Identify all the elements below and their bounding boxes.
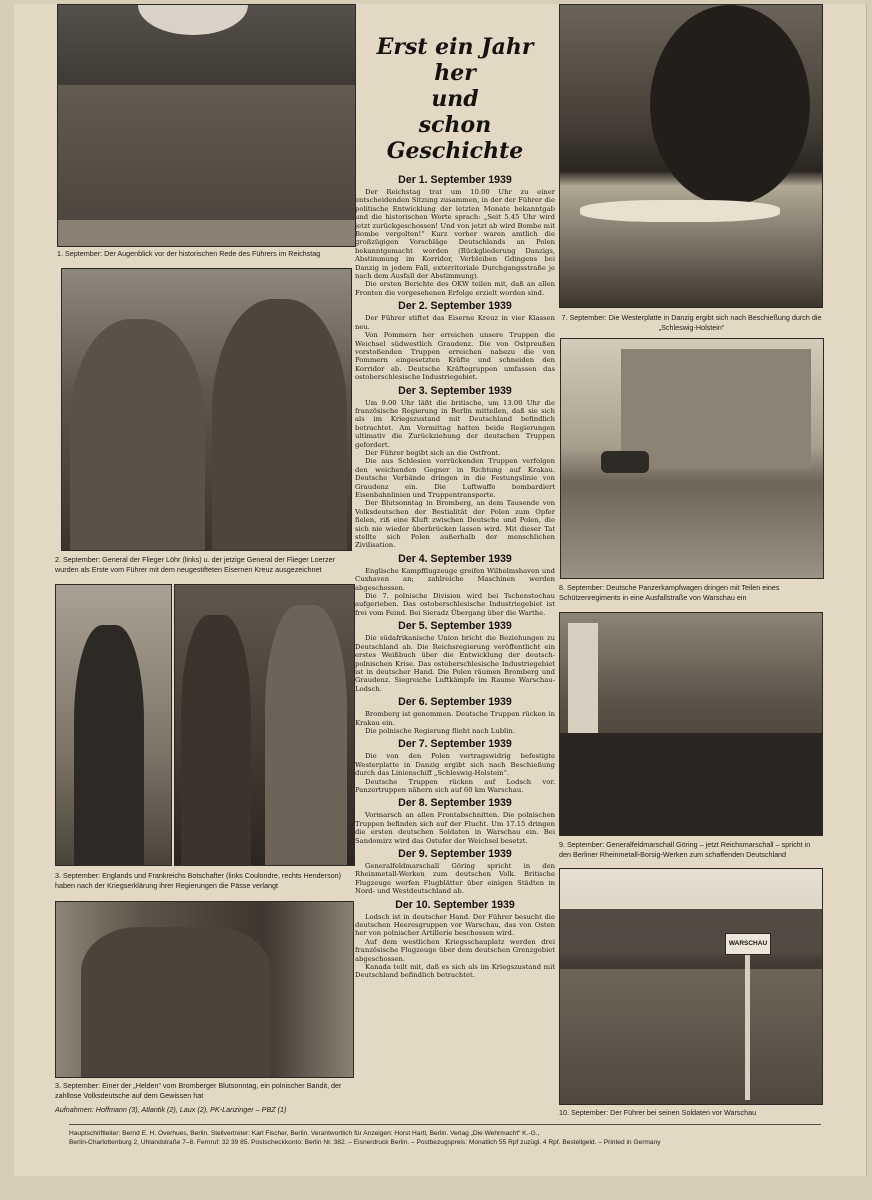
timeline-section — [355, 848, 555, 896]
caption-5: 7. September: Die Westerplatte in Danzig ergibt sich nach Beschießung durch die „Schleswig-Holstein“ — [561, 313, 822, 332]
building-shape — [621, 349, 811, 469]
figure-shape-a — [181, 615, 251, 865]
timeline-section — [355, 385, 555, 550]
section-paragraph: Lodsch ist in deutscher Hand. Der Führer besucht die deutschen Heeresgruppen vor Warschau, das von Osten her von polnischer Artillerie beschossen wird. — [355, 912, 555, 938]
section-paragraph: Um 9.00 Uhr läßt die britische, um 13.00 Uhr die französische Regierung in Berlin mitteilen, daß sie sich als im Kriegszustand mit Deutschland befindlich betrachtet. Am Vormittag hatten beide Regierungen ultimativ die Zurückziehung der deutschen Truppen gefordert. — [355, 398, 555, 449]
fire-shape — [580, 200, 780, 222]
section-paragraph: Von Pommern her erreichen unsere Truppen die Weichsel südwestlich Graudenz. Die von Ostpreußen vorstoßenden Truppen erreichen nahezu die von Pommern eingesetzten Kräfte und schneiden den Korridor ab. Deutsche Kräftegruppen umfassen das ostoberschlesische Industriegebiet. — [355, 331, 555, 382]
section-paragraph: Die polnische Regierung flieht nach Lublin. — [365, 726, 515, 735]
section-paragraph: Der Blutsonntag in Bromberg, an dem Tausende von Volksdeutschen der Bestialität der Polen zum Opfer fielen, riß eine Kluft zwischen Deutsche und Polen, die sich nie wieder überbrücken lassen wird. Mit dieser Tat stellte sich Polen außerhalb der menschlichen Zivilisation. — [355, 499, 555, 550]
timeline-section — [355, 696, 555, 735]
caption-4: 3. September: Einer der „Helden“ vom Bromberger Blutsonntag, ein polnischer Bandit, der zahllose Volksdeutsche auf dem Gewissen hat — [55, 1081, 342, 1100]
photo-ambassador-left — [55, 584, 172, 866]
photo-rheinmetall — [559, 612, 823, 836]
section-paragraph: Die südafrikanische Union bricht die Beziehungen zu Deutschland ab. Die Reichsregierung veröffentlicht ein erstes Weißbuch über die Entwicklung der deutsch-polnischen Krise. Das ostoberschlesische Industriegebiet ist in deutscher Hand. Die Polen räumen Bromberg und Graudenz. Siegreiche Luftkämpfe im Raume Warschau-Lodsch. — [355, 634, 555, 693]
photo-reichstag — [57, 4, 356, 247]
timeline-sections — [355, 174, 555, 980]
headline — [355, 34, 555, 164]
photo-ambassador-right — [174, 584, 355, 866]
section-paragraph: Kanada teilt mit, daß es sich als im Kriegszustand mit Deutschland befindlich betrachtet. — [355, 963, 555, 980]
caption-7: 9. September: Generalfeldmarschall Göring – jetzt Reichsmarschall – spricht in den Berliner Rheinmetall-Borsig-Werken zum schaffenden Deutschland — [559, 840, 811, 859]
section-date-heading: Der 5. September 1939 — [398, 620, 512, 633]
section-paragraph: Auf dem westlichen Kriegsschauplatz werden drei französische Flugzeuge über dem deutschen Grenzgebiet abgeschossen. — [355, 937, 555, 963]
caption-6: 8. September: Deutsche Panzerkampfwagen dringen mit Teilen eines Schützenregiments in eine Ausfallstraße von Warschau ein — [559, 583, 780, 602]
timeline-section — [355, 738, 555, 794]
rail-shape — [58, 220, 355, 246]
section-date-heading: Der 8. September 1939 — [398, 797, 512, 810]
caption-2: 2. September: General der Flieger Löhr (links) u. der jetzige General der Flieger Loerzer wurden als Erste vom Führer mit dem neugestifteten Eisernen Kreuz ausgezeichnet — [55, 555, 336, 574]
section-paragraph: Deutsche Truppen rücken auf Lodsch vor. Panzertruppen nähern sich auf 60 km Warschau. — [355, 777, 555, 794]
figure-shape — [74, 625, 144, 865]
imprint-line-1: Hauptschriftleiter: Bernd E. H. Overhues, Berlin. Stellvertreter: Karl Fischer, Berlin. Verantwortlich für Anzeigen: Horst Hartl, Berlin. Verlag „Die Wehrmacht“ K.-G., — [69, 1130, 540, 1137]
caption-8: 10. September: Der Führer bei seinen Soldaten vor Warschau — [559, 1108, 757, 1117]
section-paragraph: Englische Kampfflugzeuge greifen Wilhelmshaven und Cuxhaven an; zahlreiche Maschinen werden abgeschossen. — [355, 566, 555, 592]
section-paragraph: Vormarsch an allen Frontabschnitten. Die polnischen Truppen befinden sich auf der Flucht. Um 17.15 dringen die ersten deutschen Soldaten in Warschau ein. Bei Sandomirz wird das Ostufer der Weichsel besetzt. — [355, 811, 555, 845]
section-paragraph: Die von den Polen vertragswidrig befestigte Westerplatte in Danzig ergibt sich nach Beschießung durch das Linienschiff „Schleswig-Holstein“. — [355, 752, 555, 778]
section-paragraph: Der Führer begibt sich an die Ostfront. — [365, 448, 501, 457]
section-paragraph: Die 7. polnische Division wird bei Tschenstochau aufgerieben. Das ostoberschlesische Industriegebiet ist frei vom Feind. Bei Sieradz Übergang über die Warthe. — [355, 592, 555, 617]
photo-warschau-sign — [559, 868, 823, 1105]
imprint-footer — [69, 1124, 821, 1147]
timeline-section — [355, 899, 555, 980]
section-paragraph: Der Führer stiftet das Eiserne Kreuz in vier Klassen neu. — [355, 314, 555, 331]
caption-1: 1. September: Der Augenblick vor der historischen Rede des Führers im Reichstag — [57, 249, 321, 258]
section-date-heading: Der 2. September 1939 — [398, 300, 512, 313]
headline-line-2: und — [431, 86, 479, 112]
section-date-heading: Der 3. September 1939 — [398, 384, 512, 397]
section-date-heading: Der 4. September 1939 — [398, 552, 512, 565]
figures-shape — [81, 927, 271, 1077]
photo-westerplatte — [559, 4, 823, 308]
figures-shape — [58, 85, 355, 225]
imprint-line-2: Berlin-Charlottenburg 2, Uhlandstraße 7–8. Fernruf: 32 39 85. Postscheckkonto: Berlin Nr. 382. – Eisnerdruck Berlin. – Postbezugspreis: Monatlich 55 Rpf zuzügl. 4 Rpf. Bestellgeld. – Printed in Germany — [69, 1139, 661, 1146]
photo-bromberg — [55, 901, 354, 1078]
section-date-heading: Der 7. September 1939 — [398, 738, 512, 751]
photo-credits: Aufnahmen: Hoffmann (3), Atlantik (2), Laux (2), PK-Lanzinger – PBZ (1) — [55, 1105, 287, 1114]
headline-line-3: schon Geschichte — [386, 112, 524, 164]
sign-board: WARSCHAU — [725, 933, 771, 955]
sign-post — [745, 955, 750, 1100]
article-column — [355, 34, 555, 983]
caption-3: 3. September: Englands und Frankreichs Botschafter (links Coulondre, rechts Henderson) haben nach der Kriegserklärung ihrer Regierungen die Pässe verlangt — [55, 871, 342, 890]
emblem-shape — [138, 4, 248, 35]
section-paragraph: Bromberg ist genommen. Deutsche Truppen rücken in Krakau ein. — [355, 710, 555, 727]
tank-shape — [601, 451, 649, 473]
figure-shape-b — [265, 605, 347, 865]
section-date-heading: Der 10. September 1939 — [395, 898, 515, 911]
section-paragraph: Die aus Schlesien vorrückenden Truppen verfolgen den weichenden Gegner in Richtung auf Krakau. Deutsche Verbände dringen in die Festungslinie von Graudenz ein. Die Luftwaffe bombardiert Eisenbahnlinien und Truppentransporte. — [355, 457, 555, 499]
timeline-section — [355, 300, 555, 381]
section-date-heading: Der 6. September 1939 — [398, 696, 512, 709]
photo-warsaw-tanks — [560, 338, 824, 579]
photo-generals — [61, 268, 352, 551]
figure-right-shape — [212, 299, 347, 550]
headline-line-1: Erst ein Jahr her — [376, 34, 534, 86]
timeline-section — [355, 797, 555, 845]
timeline-section — [355, 620, 555, 693]
section-paragraph: Generalfeldmarschall Göring spricht in den Rheinmetall-Werken zum deutschen Volk. Britische Flugzeuge werfen Flugblätter über einigen Städten in Nord- und Westdeutschland ab. — [355, 862, 555, 896]
crowd-shape — [560, 733, 822, 835]
soldiers-shape — [560, 909, 822, 969]
banner-shape — [568, 623, 598, 733]
figure-left-shape — [70, 319, 205, 550]
section-date-heading: Der 1. September 1939 — [398, 174, 512, 186]
section-paragraph: Der Reichstag trat um 10.00 Uhr zu einer entscheidenden Sitzung zusammen, in der der Führer die politische Entwicklung der letzten Monate bekanntgab und die historischen Worte sprach: „Seit 5.45 Uhr wird jetzt zurückgeschossen! Und von jetzt ab wird Bombe mit Bombe vergolten!“ Kurz vorher waren amtlich die großzügigen Vorschläge Deutschlands an Polen bekanntgemacht worden (Rückgliederung Danzigs, Abstimmung im Korridor, Verbleiben Gdingens bei Danzig in jedem Fall, exterritoriale Durchgangsstraße je nach dem Ausfall der Abstimmung). — [355, 188, 555, 281]
timeline-section — [355, 553, 555, 617]
smoke-shape — [650, 5, 810, 205]
section-date-heading: Der 9. September 1939 — [398, 848, 512, 860]
section-paragraph: Die ersten Berichte des OKW teilen mit, daß an allen Fronten die vorgesehenen Erfolge erzielt worden sind. — [355, 280, 555, 297]
timeline-section — [355, 174, 555, 297]
